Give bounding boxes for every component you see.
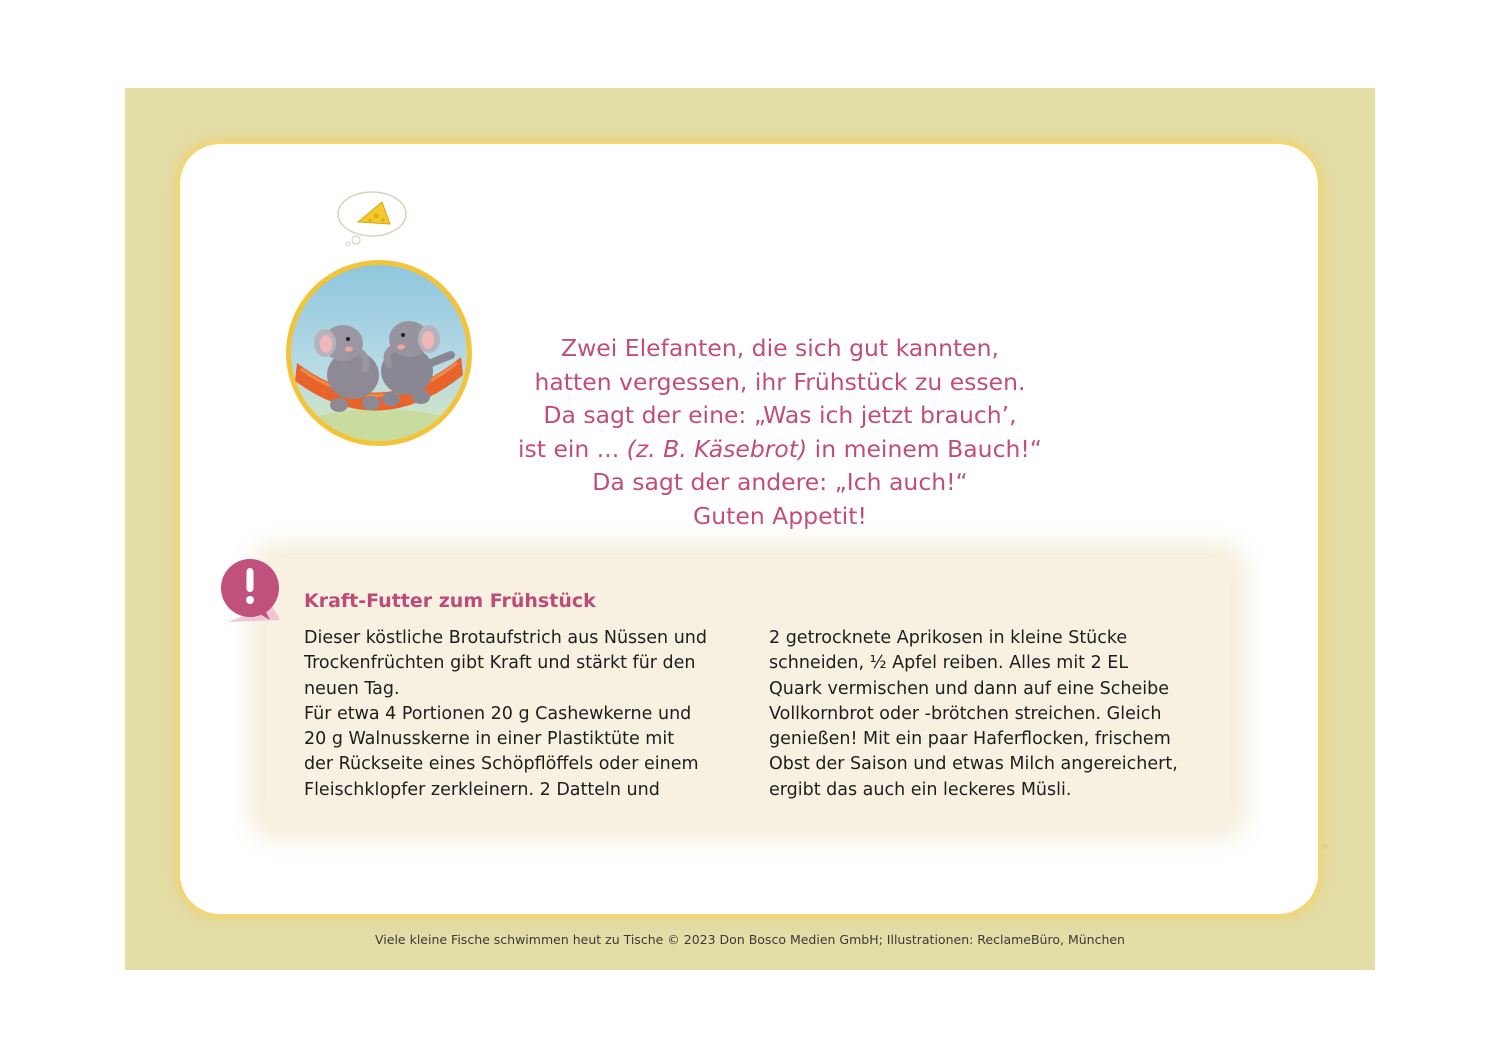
rhyme-line bbox=[480, 433, 1080, 467]
tip-line: Vollkornbrot oder -brötchen streichen. Gleich bbox=[769, 703, 1162, 724]
thought-bubble-cheese-icon bbox=[332, 188, 412, 246]
tip-text-right bbox=[769, 626, 1209, 803]
tip-line: Fleischklopfer zerkleinern. 2 Datteln und bbox=[304, 779, 660, 800]
rhyme-line: Guten Appetit! bbox=[693, 501, 867, 530]
tip-line: 2 getrocknete Aprikosen in kleine Stücke bbox=[769, 628, 1128, 648]
tip-line: genießen! Mit ein paar Haferflocken, frischem bbox=[769, 729, 1171, 750]
rhyme-example-italic: (z. B. Käsebrot) bbox=[626, 434, 808, 463]
rhyme-text bbox=[480, 332, 1080, 533]
content-panel bbox=[180, 144, 1318, 914]
exclamation-speech-bubble-icon bbox=[220, 558, 286, 628]
rhyme-line-part: ist ein ... bbox=[517, 434, 627, 463]
elephants-in-hammock-icon bbox=[291, 265, 467, 441]
tip-line: ergibt das auch ein leckeres Müsli. bbox=[769, 779, 1072, 800]
rhyme-line: hatten vergessen, ihr Frühstück zu essen. bbox=[534, 367, 1026, 396]
tip-line: der Rückseite eines Schöpflöffels oder einem bbox=[304, 754, 699, 775]
card bbox=[125, 88, 1375, 970]
rhyme-line: Da sagt der eine: „Was ich jetzt brauch’, bbox=[543, 401, 1017, 429]
tip-line: schneiden, ½ Apfel reiben. Alles mit 2 EL bbox=[769, 653, 1129, 674]
tip-line: 20 g Walnusskerne in einer Plastiktüte mit bbox=[304, 729, 675, 750]
rhyme-line: Da sagt der andere: „Ich auch!“ bbox=[592, 468, 968, 496]
tip-line: Quark vermischen und dann auf eine Scheibe bbox=[769, 678, 1169, 699]
tip-line: Obst der Saison und etwas Milch angereichert, bbox=[769, 754, 1178, 775]
medallion bbox=[286, 260, 472, 446]
rhyme-line-part: in meinem Bauch!“ bbox=[807, 434, 1042, 463]
tip-text-left bbox=[304, 626, 744, 803]
tip-line: Trockenfrüchten gibt Kraft und stärkt für den bbox=[304, 653, 696, 674]
tip-title: Kraft-Futter zum Frühstück bbox=[304, 590, 596, 612]
tip-line: Für etwa 4 Portionen 20 g Cashewkerne und bbox=[304, 703, 692, 724]
rhyme-line: Zwei Elefanten, die sich gut kannten, bbox=[560, 334, 1000, 362]
tip-line: Dieser köstliche Brotaufstrich aus Nüssen und bbox=[304, 628, 708, 648]
tip-line: neuen Tag. bbox=[304, 678, 400, 699]
copyright-footer: Viele kleine Fische schwimmen heut zu Tische © 2023 Don Bosco Medien GmbH; Illustrationen: ReclameBüro, München bbox=[375, 932, 1125, 947]
